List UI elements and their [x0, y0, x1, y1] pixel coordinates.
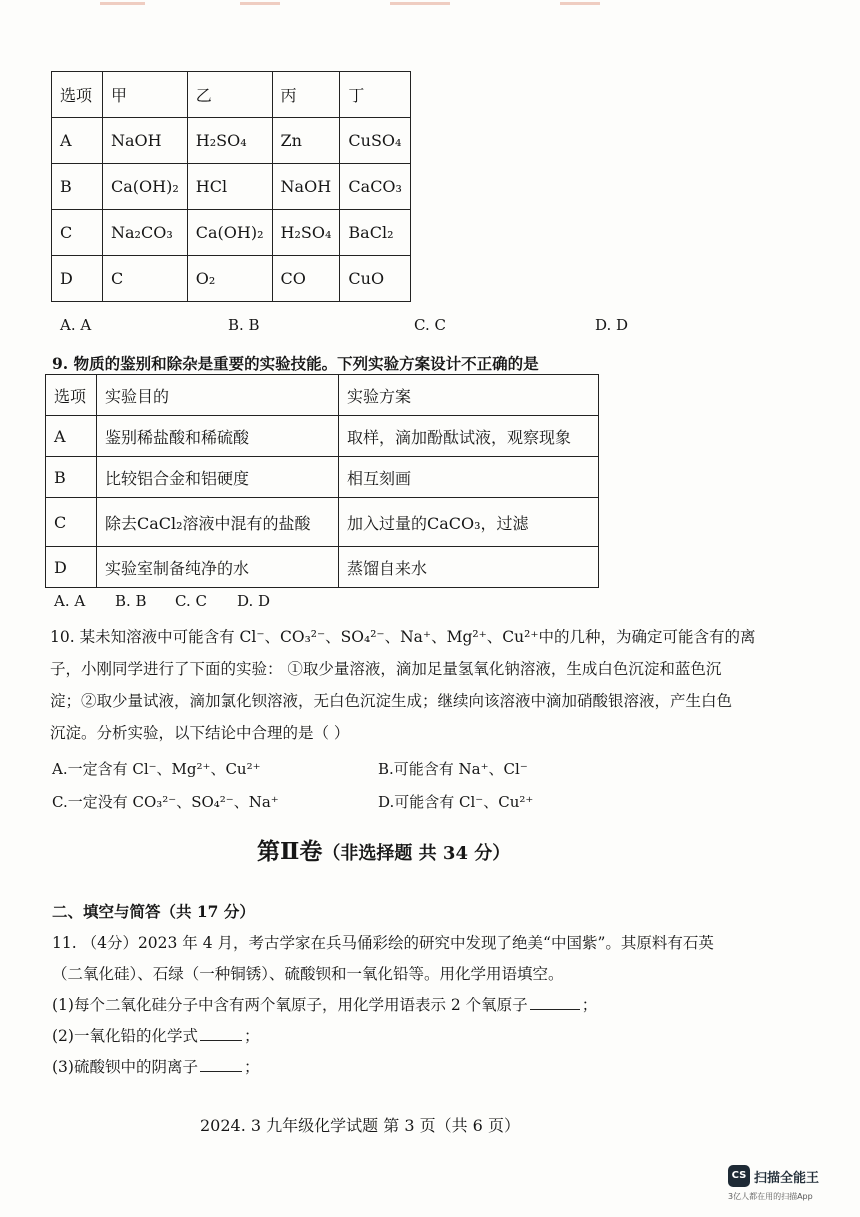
table-cell: D — [52, 256, 103, 302]
table-cell: H₂SO₄ — [272, 210, 340, 256]
scan-artifact-stripe — [90, 0, 670, 8]
q9-options-table — [45, 374, 599, 588]
table-row — [46, 416, 599, 457]
choice-c: C. C — [414, 316, 446, 334]
header-cell: 乙 — [187, 72, 272, 118]
q8-options-table — [51, 71, 411, 302]
table-row — [46, 457, 599, 498]
table-cell: B — [46, 457, 97, 498]
q11-item-1-text: (1)每个二氧化硅分子中含有两个氧原子，用化学用语表示 2 个氧原子 — [52, 996, 528, 1014]
table-cell: BaCl₂ — [340, 210, 411, 256]
header-cell: 实验方案 — [339, 375, 599, 416]
q10-line-4: 沉淀。分析实验，以下结论中合理的是（ ） — [50, 724, 350, 742]
choice-b: B.可能含有 Na⁺、Cl⁻ — [378, 760, 528, 778]
table-cell: A — [52, 118, 103, 164]
header-cell: 甲 — [103, 72, 188, 118]
q11-item-2-text: (2)一氧化铅的化学式 — [52, 1027, 198, 1045]
table-cell: NaOH — [103, 118, 188, 164]
table-cell: Ca(OH)₂ — [103, 164, 188, 210]
choice-c: C.一定没有 CO₃²⁻、SO₄²⁻、Na⁺ — [52, 793, 279, 811]
table-cell: C — [52, 210, 103, 256]
answer-blank[interactable] — [200, 1057, 242, 1072]
table-row — [46, 547, 599, 588]
item-end-mark: ； — [581, 996, 598, 1014]
section-title — [257, 833, 510, 866]
table-cell: CuO — [340, 256, 411, 302]
q9-stem: 9. 物质的鉴别和除杂是重要的实验技能。下列实验方案设计不正确的是 — [52, 354, 539, 373]
q11-item-3 — [52, 1055, 259, 1077]
header-cell: 丙 — [272, 72, 340, 118]
table-cell: C — [46, 498, 97, 547]
q11-stem-line-1: 11. （4分）2023 年 4 月，考古学家在兵马俑彩绘的研究中发现了绝美“中国紫”。其原料有石英 — [52, 934, 714, 952]
choice-a: A. A — [54, 592, 86, 610]
table-cell: 相互刻画 — [339, 457, 599, 498]
q11-item-2 — [52, 1024, 259, 1046]
part2-heading: 二、填空与简答（共 17 分） — [52, 902, 255, 921]
table-cell: O₂ — [187, 256, 272, 302]
scanner-watermark — [728, 1165, 838, 1205]
item-end-mark: ； — [243, 1058, 260, 1076]
table-cell: Zn — [272, 118, 340, 164]
table-cell: H₂SO₄ — [187, 118, 272, 164]
choice-b: B. B — [115, 592, 147, 610]
choice-b: B. B — [228, 316, 260, 334]
table-cell: C — [103, 256, 188, 302]
q10-line-3: 淀；②取少量试液，滴加氯化钡溶液，无白色沉淀生成；继续向该溶液中滴加硝酸银溶液，产生白色 — [50, 692, 733, 710]
scanner-name: 扫描全能王 — [754, 1171, 820, 1186]
scanner-logo-icon: CS — [728, 1165, 750, 1187]
table-cell: Ca(OH)₂ — [187, 210, 272, 256]
section-title-main: 第Ⅱ卷 — [257, 838, 323, 865]
table-cell: D — [46, 547, 97, 588]
answer-blank[interactable] — [530, 995, 580, 1010]
q11-stem-line-2: （二氧化硅）、石绿（一种铜锈）、硫酸钡和一氧化铅等。用化学用语填空。 — [52, 965, 564, 983]
table-row — [52, 256, 411, 302]
table-row — [52, 164, 411, 210]
table-row — [52, 210, 411, 256]
choice-a: A.一定含有 Cl⁻、Mg²⁺、Cu²⁺ — [52, 760, 261, 778]
choice-d: D.可能含有 Cl⁻、Cu²⁺ — [378, 793, 534, 811]
item-end-mark: ； — [243, 1027, 260, 1045]
q11-item-3-text: (3)硫酸钡中的阴离子 — [52, 1058, 198, 1076]
q10-line-2: 子，小刚同学进行了下面的实验： ①取少量溶液，滴加足量氢氧化钠溶液，生成白色沉淀和蓝色沉 — [50, 660, 722, 678]
section-title-sub: （非选择题 共 34 分） — [322, 843, 511, 864]
table-cell: CuSO₄ — [340, 118, 411, 164]
table-cell: 实验室制备纯净的水 — [97, 547, 339, 588]
table-cell: NaOH — [272, 164, 340, 210]
header-cell: 选项 — [52, 72, 103, 118]
table-cell: Na₂CO₃ — [103, 210, 188, 256]
table-cell: 蒸馏自来水 — [339, 547, 599, 588]
table-cell: 除去CaCl₂溶液中混有的盐酸 — [97, 498, 339, 547]
table-header-row — [52, 72, 411, 118]
header-cell: 实验目的 — [97, 375, 339, 416]
table-cell: 取样，滴加酚酞试液，观察现象 — [339, 416, 599, 457]
table-cell: 鉴别稀盐酸和稀硫酸 — [97, 416, 339, 457]
table-cell: HCl — [187, 164, 272, 210]
header-cell: 丁 — [340, 72, 411, 118]
table-cell: CO — [272, 256, 340, 302]
table-cell: 加入过量的CaCO₃，过滤 — [339, 498, 599, 547]
table-header-row — [46, 375, 599, 416]
choice-d: D. D — [237, 592, 271, 610]
answer-blank[interactable] — [200, 1026, 242, 1041]
table-cell: A — [46, 416, 97, 457]
choice-a: A. A — [60, 316, 92, 334]
table-cell: 比较铝合金和铝硬度 — [97, 457, 339, 498]
table-cell: B — [52, 164, 103, 210]
scanner-tagline: 3亿人都在用的扫描App — [728, 1192, 813, 1201]
q10-line-1: 10. 某未知溶液中可能含有 Cl⁻、CO₃²⁻、SO₄²⁻、Na⁺、Mg²⁺、Cu²⁺中的几种，为确定可能含有的离 — [50, 628, 756, 646]
table-row — [46, 498, 599, 547]
page-footer: 2024. 3 九年级化学试题 第 3 页（共 6 页） — [200, 1116, 520, 1135]
choice-c: C. C — [175, 592, 207, 610]
table-cell: CaCO₃ — [340, 164, 411, 210]
header-cell: 选项 — [46, 375, 97, 416]
table-row — [52, 118, 411, 164]
q11-item-1 — [52, 993, 597, 1015]
choice-d: D. D — [595, 316, 629, 334]
